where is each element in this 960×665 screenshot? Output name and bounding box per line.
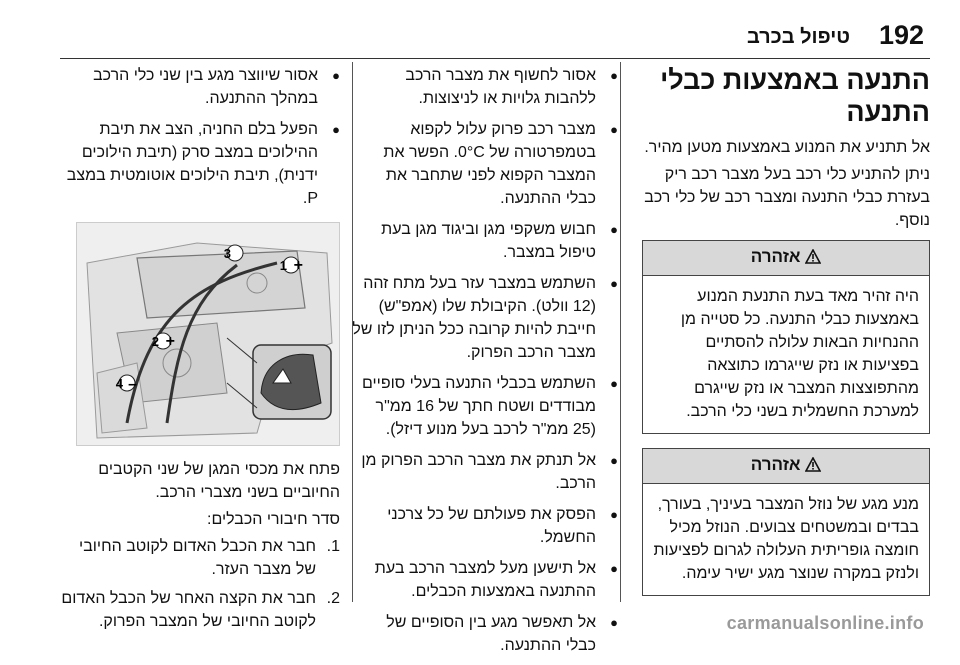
body-text: פתח את מכסי המגן של שני הקטבים החיוביים בשני מצברי הרכב. <box>98 461 340 501</box>
warning-box <box>642 448 930 596</box>
figure-label-4: 4 <box>115 376 123 391</box>
column-right <box>642 64 930 596</box>
step-item: 1. חבר את הכבל האדום לקוטב החיובי של מצבר העזר. <box>79 538 340 578</box>
plus-sign: + <box>293 257 303 274</box>
column-left <box>56 64 340 639</box>
steps-list <box>56 535 340 633</box>
engine-bay-drawing <box>77 223 339 445</box>
plus-sign: + <box>165 333 175 350</box>
warning-heading: אזהרה <box>750 247 801 266</box>
figure-label-1: 1 <box>279 258 287 273</box>
warning-header <box>643 449 929 484</box>
precautions-list-cont <box>56 64 340 210</box>
list-item: ● אסור שיווצר מגע בין שני כלי הרכב במהלך ההתנעה. <box>56 64 340 110</box>
list-item: ● השתמש בכבלי התנעה בעלי סופיים מבודדים ושטח חתך של 16 ממ"ר (25 ממ"ר לרכב בעל מנוע דיזל). <box>352 372 618 441</box>
watermark-footer: carmanualsonline.info <box>726 613 924 633</box>
list-item: ● אל תנתק את מצבר הרכב הפרוק מן הרכב. <box>352 449 618 495</box>
warning-text: היה זהיר מאד בעת התנעת המנוע באמצעות כבלי התנעה. כל סטייה מן ההנחיות הבאות עלולה להסתיים בפציעות או נזק שייגרמו כתוצאה מהתפוצצות המצבר או נזק שייגרם למערכת החשמלית בשני כלי הרכב. <box>680 288 919 420</box>
precautions-list <box>352 64 618 657</box>
list-item: ● חבוש משקפי מגן וביגוד מגן בעת טיפול במצבר. <box>352 218 618 264</box>
warning-box <box>642 240 930 434</box>
order-label: סדר חיבורי הכבלים: <box>207 511 340 528</box>
figure-label-3: 3 <box>223 246 231 261</box>
section-title: טיפול בכרב <box>746 26 850 48</box>
warning-icon <box>805 243 821 275</box>
step-item: 2. חבר את הקצה האחר של הכבל האדום לקוטב החיובי של המצבר הפרוק. <box>61 590 340 630</box>
list-item: ● מצבר רכב פרוק עלול לקפוא בטמפרטורה של 0°C. הפשר את המצבר הקפוא לפני שתחבר את כבלי ההתנעה. <box>352 118 618 210</box>
column-divider-right <box>620 62 621 602</box>
header-rule <box>60 58 930 59</box>
list-item: ● אל תישען מעל למצבר הרכב בעת ההתנעה באמצעות הכבלים. <box>352 557 618 603</box>
body-text: ניתן להתניע כלי רכב בעל מצבר רכב ריק בעזרת כבלי התנעה ומצבר רכב של כלי רכב נוסף. <box>644 166 930 229</box>
list-item: ● השתמש במצבר עזר בעל מתח זהה (12 וולט). הקיבולת שלו (אמפ"ש) חייבת להיות קרובה ככל הניתן לזו של מצבר הרכב הפרוק. <box>352 272 618 364</box>
minus-sign: – <box>128 376 137 393</box>
warning-header <box>643 241 929 276</box>
intro-text: אל תתניע את המנוע באמצעות מטען מהיר. <box>644 139 930 156</box>
list-item: ● אל תאפשר מגע בין הסופיים של כבלי ההתנעה. <box>352 611 618 657</box>
figure-label-2: 2 <box>151 334 159 349</box>
warning-text: מנע מגע של נוזל המצבר בעיניך, בעורך, בבדים ובמשטחים צבועים. הנוזל מכיל חומצה גופריתית העלולה לגרום לפציעות ולנזק במקרה שנוצר מגע ישיר עימה. <box>653 496 919 582</box>
page-number: 192 <box>878 20 924 50</box>
list-item: ● הפעל בלם החניה, הצב את תיבת ההילוכים במצב סרק (תיבת הילוכים ידנית), תיבת הילוכים אוטומטית במצב P. <box>56 118 340 210</box>
battery-jump-illustration <box>76 222 340 446</box>
list-item: ● הפסק את פעולתם של כל צרכני החשמל. <box>352 503 618 549</box>
warning-icon <box>805 451 821 483</box>
column-middle <box>352 64 618 665</box>
list-item: ● אסור לחשוף את מצבר הרכב ללהבות גלויות או לניצוצות. <box>352 64 618 110</box>
page-header <box>0 20 960 60</box>
page-title: התנעה באמצעות כבלי התנעה <box>660 65 930 127</box>
warning-heading: אזהרה <box>750 455 801 474</box>
